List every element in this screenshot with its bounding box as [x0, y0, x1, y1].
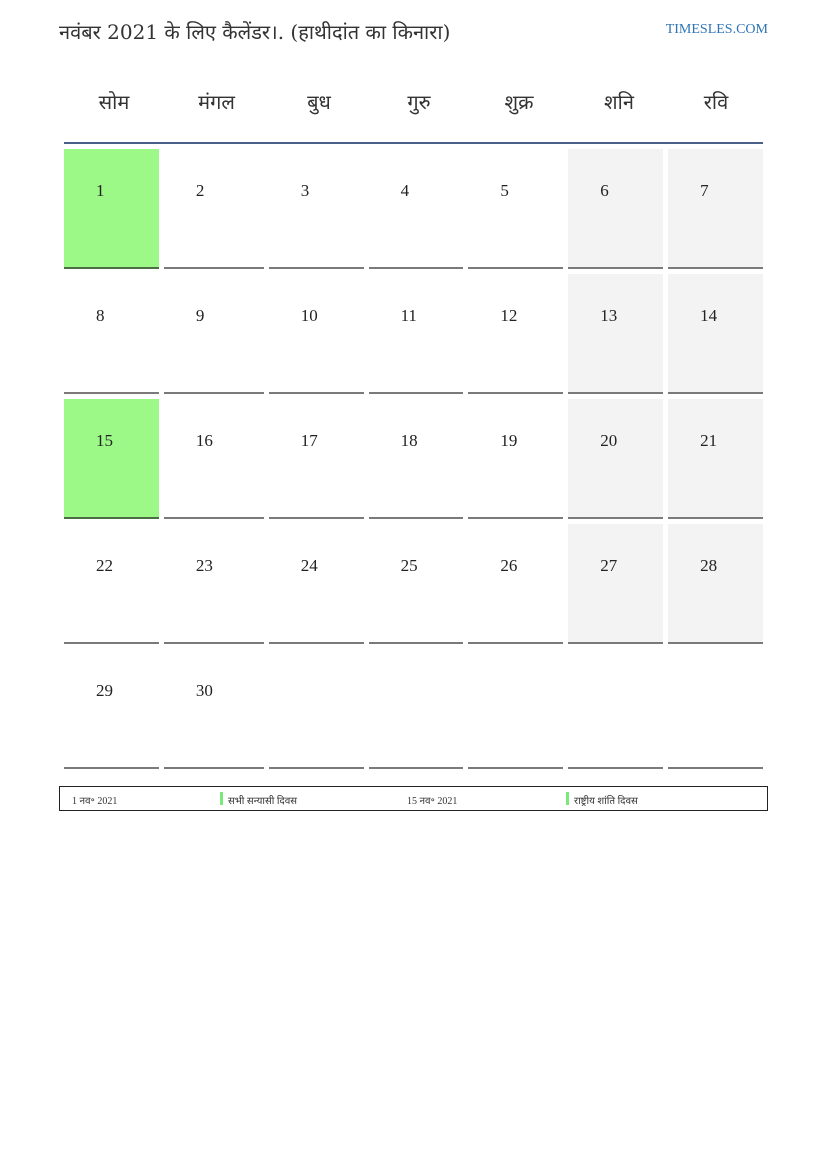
day-number: 29 [96, 681, 113, 700]
day-number: 4 [400, 181, 410, 200]
day-number: 21 [700, 431, 718, 450]
day-cell[interactable] [568, 524, 663, 644]
day-cell[interactable] [369, 149, 464, 269]
day-number: 14 [700, 306, 718, 325]
day-cell[interactable] [468, 274, 563, 394]
legend-date: 15 नव॰ 2021 [407, 796, 458, 807]
day-cell[interactable] [568, 399, 663, 519]
legend-holiday-name: राष्ट्रीय शांति दिवस [574, 796, 638, 807]
day-cell[interactable] [668, 524, 763, 644]
day-number: 25 [400, 556, 418, 575]
day-number: 3 [300, 181, 310, 200]
day-number: 18 [400, 431, 418, 450]
day-number: 26 [500, 556, 518, 575]
legend-color-bar [220, 792, 223, 805]
weekday-mon: सोम [98, 90, 130, 114]
day-number: 13 [600, 306, 618, 325]
week-row [64, 274, 763, 394]
calendar-grid [64, 149, 763, 774]
week-row [64, 524, 763, 644]
day-cell[interactable] [369, 399, 464, 519]
empty-day-cell [468, 649, 563, 769]
day-number: 16 [195, 431, 213, 450]
day-cell[interactable] [668, 274, 763, 394]
day-cell[interactable] [164, 524, 264, 644]
day-number: 19 [500, 431, 518, 450]
day-number: 2 [195, 181, 205, 200]
weekday-header [64, 80, 763, 140]
day-number: 30 [195, 681, 213, 700]
weekday-tue: मंगल [198, 90, 235, 114]
day-cell[interactable] [269, 149, 364, 269]
day-cell[interactable] [164, 149, 264, 269]
day-number: 28 [700, 556, 718, 575]
week-row [64, 649, 763, 769]
empty-day-cell [668, 649, 763, 769]
day-cell[interactable] [568, 149, 663, 269]
week-row [64, 149, 763, 269]
day-number: 5 [500, 181, 509, 200]
day-cell[interactable] [164, 274, 264, 394]
day-number: 10 [300, 306, 318, 325]
day-number: 7 [700, 181, 709, 200]
day-number: 27 [600, 556, 618, 575]
holiday-legend [59, 786, 768, 811]
legend-holiday-name: सभी सन्यासी दिवस [228, 796, 298, 807]
weekday-sun: रवि [703, 90, 729, 114]
day-cell[interactable] [468, 399, 563, 519]
day-cell[interactable] [369, 524, 464, 644]
day-number: 9 [195, 306, 205, 325]
day-number: 20 [600, 431, 618, 450]
day-cell[interactable] [468, 149, 563, 269]
weekday-fri: शुक्र [504, 90, 534, 114]
day-cell[interactable] [64, 149, 159, 269]
day-number: 6 [600, 181, 609, 200]
day-cell[interactable] [164, 399, 264, 519]
day-number: 8 [96, 306, 105, 325]
week-row [64, 399, 763, 519]
empty-day-cell [568, 649, 663, 769]
day-cell[interactable] [64, 274, 159, 394]
day-cell[interactable] [164, 649, 264, 769]
day-number: 17 [300, 431, 318, 450]
day-cell[interactable] [668, 149, 763, 269]
weekday-sat: शनि [604, 90, 634, 114]
day-number: 24 [300, 556, 318, 575]
day-cell[interactable] [64, 649, 159, 769]
day-number: 1 [96, 181, 105, 200]
legend-date: 1 नव॰ 2021 [72, 796, 118, 807]
day-cell[interactable] [269, 274, 364, 394]
day-cell[interactable] [269, 524, 364, 644]
day-number: 22 [96, 556, 113, 575]
day-number: 11 [400, 306, 417, 325]
weekday-thu: गुरु [407, 90, 431, 114]
day-cell[interactable] [668, 399, 763, 519]
empty-day-cell [269, 649, 364, 769]
day-cell[interactable] [64, 524, 159, 644]
empty-day-cell [369, 649, 464, 769]
day-cell[interactable] [269, 399, 364, 519]
header-rule [64, 142, 763, 144]
weekday-wed: बुध [307, 90, 331, 114]
day-cell[interactable] [468, 524, 563, 644]
day-number: 23 [195, 556, 213, 575]
page-title: नवंबर 2021 के लिए कैलेंडर।. (हाथीदांत का किनारा) [59, 20, 451, 44]
day-cell[interactable] [568, 274, 663, 394]
day-number: 15 [96, 431, 113, 450]
site-link[interactable]: TIMESLES.COM [665, 22, 768, 37]
legend-color-bar [566, 792, 569, 805]
day-number: 12 [500, 306, 518, 325]
day-cell[interactable] [64, 399, 159, 519]
day-cell[interactable] [369, 274, 464, 394]
